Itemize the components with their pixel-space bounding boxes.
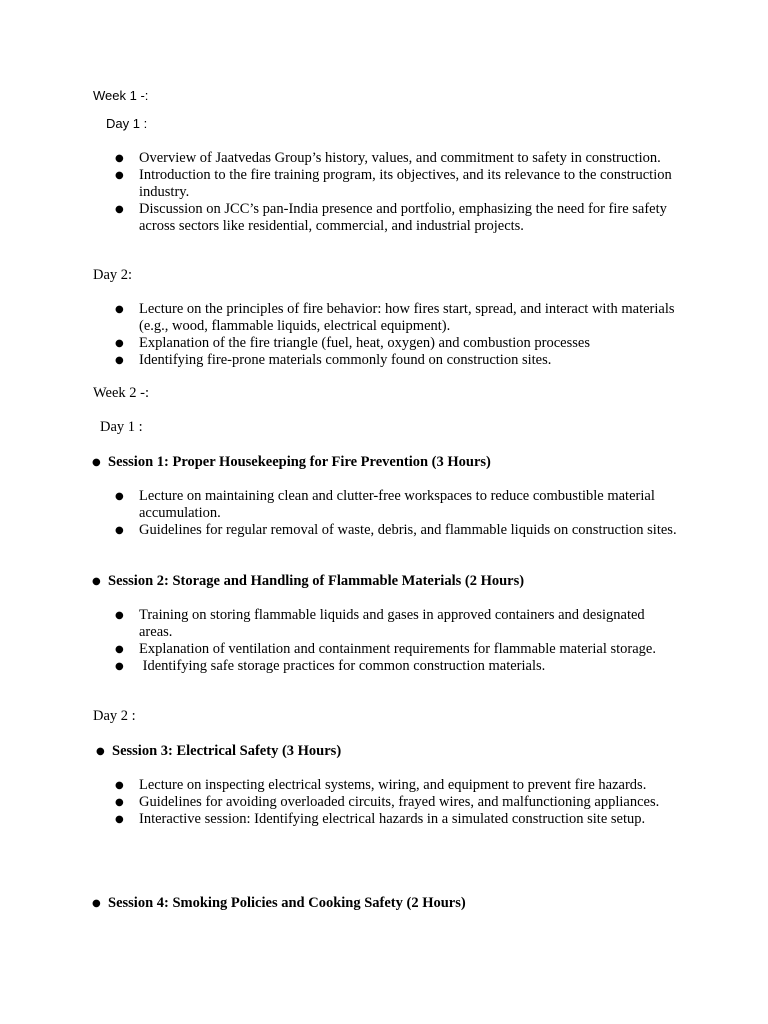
list-item: ● Explanation of ventilation and containment requirements for flammable material storage.: [115, 641, 656, 657]
bullet-icon: ●: [115, 204, 124, 215]
bullet-icon: ●: [115, 610, 124, 621]
list-item: ● Lecture on maintaining clean and clutter-free workspaces to reduce combustible material accumulation.: [115, 488, 655, 521]
week2-heading: Week 2 -:: [93, 385, 150, 401]
session2-heading: Session 2: Storage and Handling of Flammable Materials (2 Hours): [108, 573, 525, 589]
list-item: ● Guidelines for avoiding overloaded circuits, frayed wires, and malfunctioning appliances.: [115, 794, 660, 810]
list-item: ● Lecture on the principles of fire behavior: how fires start, spread, and interact with materials (e.g., wood, flammable liquids, electrical equipment).: [115, 301, 675, 334]
session4-heading: Session 4: Smoking Policies and Cooking Safety (2 Hours): [108, 895, 466, 911]
week1-day2-heading: Day 2:: [93, 267, 133, 283]
week1-day1-list: [115, 150, 679, 235]
bullet-icon: ●: [115, 814, 124, 825]
list-item: ● Discussion on JCC’s pan-India presence and portfolio, emphasizing the need for fire safety across sectors like residential, commercial, and industrial projects.: [115, 201, 667, 234]
session1-list: [115, 488, 679, 539]
list-item: ● Identifying safe storage practices for common construction materials.: [115, 658, 546, 674]
week2-day2-heading: Day 2 :: [93, 708, 136, 724]
week2-day1-heading: Day 1 :: [100, 419, 143, 435]
bullet-icon: ●: [115, 644, 124, 655]
list-item: ● Identifying fire-prone materials commonly found on construction sites.: [115, 352, 552, 368]
bullet-icon: ●: [115, 338, 124, 349]
bullet-icon: ●: [92, 898, 101, 909]
list-item: ● Lecture on inspecting electrical systems, wiring, and equipment to prevent fire hazards.: [115, 777, 647, 793]
list-item: ● Explanation of the fire triangle (fuel, heat, oxygen) and combustion processes: [115, 335, 590, 351]
list-item: ● Guidelines for regular removal of waste, debris, and flammable liquids on construction sites.: [115, 522, 677, 538]
list-item: ● Interactive session: Identifying electrical hazards in a simulated construction site setup.: [115, 811, 646, 827]
session3-heading: Session 3: Electrical Safety (3 Hours): [112, 743, 342, 759]
bullet-icon: ●: [96, 746, 105, 757]
week1-day1-heading: Day 1 :: [106, 116, 148, 131]
bullet-icon: ●: [115, 355, 124, 366]
list-item: ● Introduction to the fire training program, its objectives, and its relevance to the construction industry.: [115, 167, 672, 200]
bullet-icon: ●: [115, 797, 124, 808]
list-item: ● Training on storing flammable liquids and gases in approved containers and designated areas.: [115, 607, 645, 640]
bullet-icon: ●: [115, 491, 124, 502]
week1-heading: Week 1 -:: [93, 88, 149, 103]
list-item: ● Overview of Jaatvedas Group’s history, values, and commitment to safety in construction.: [115, 150, 661, 166]
bullet-icon: ●: [115, 304, 124, 315]
session1-heading: Session 1: Proper Housekeeping for Fire Prevention (3 Hours): [108, 454, 491, 470]
bullet-icon: ●: [115, 525, 124, 536]
bullet-icon: ●: [115, 153, 124, 164]
bullet-icon: ●: [115, 661, 124, 672]
bullet-icon: ●: [115, 170, 124, 181]
bullet-icon: ●: [92, 457, 101, 468]
bullet-icon: ●: [115, 780, 124, 791]
session2-list: [115, 607, 679, 675]
session3-list: [115, 777, 679, 828]
week1-day2-list: [115, 301, 679, 369]
bullet-icon: ●: [92, 576, 101, 587]
